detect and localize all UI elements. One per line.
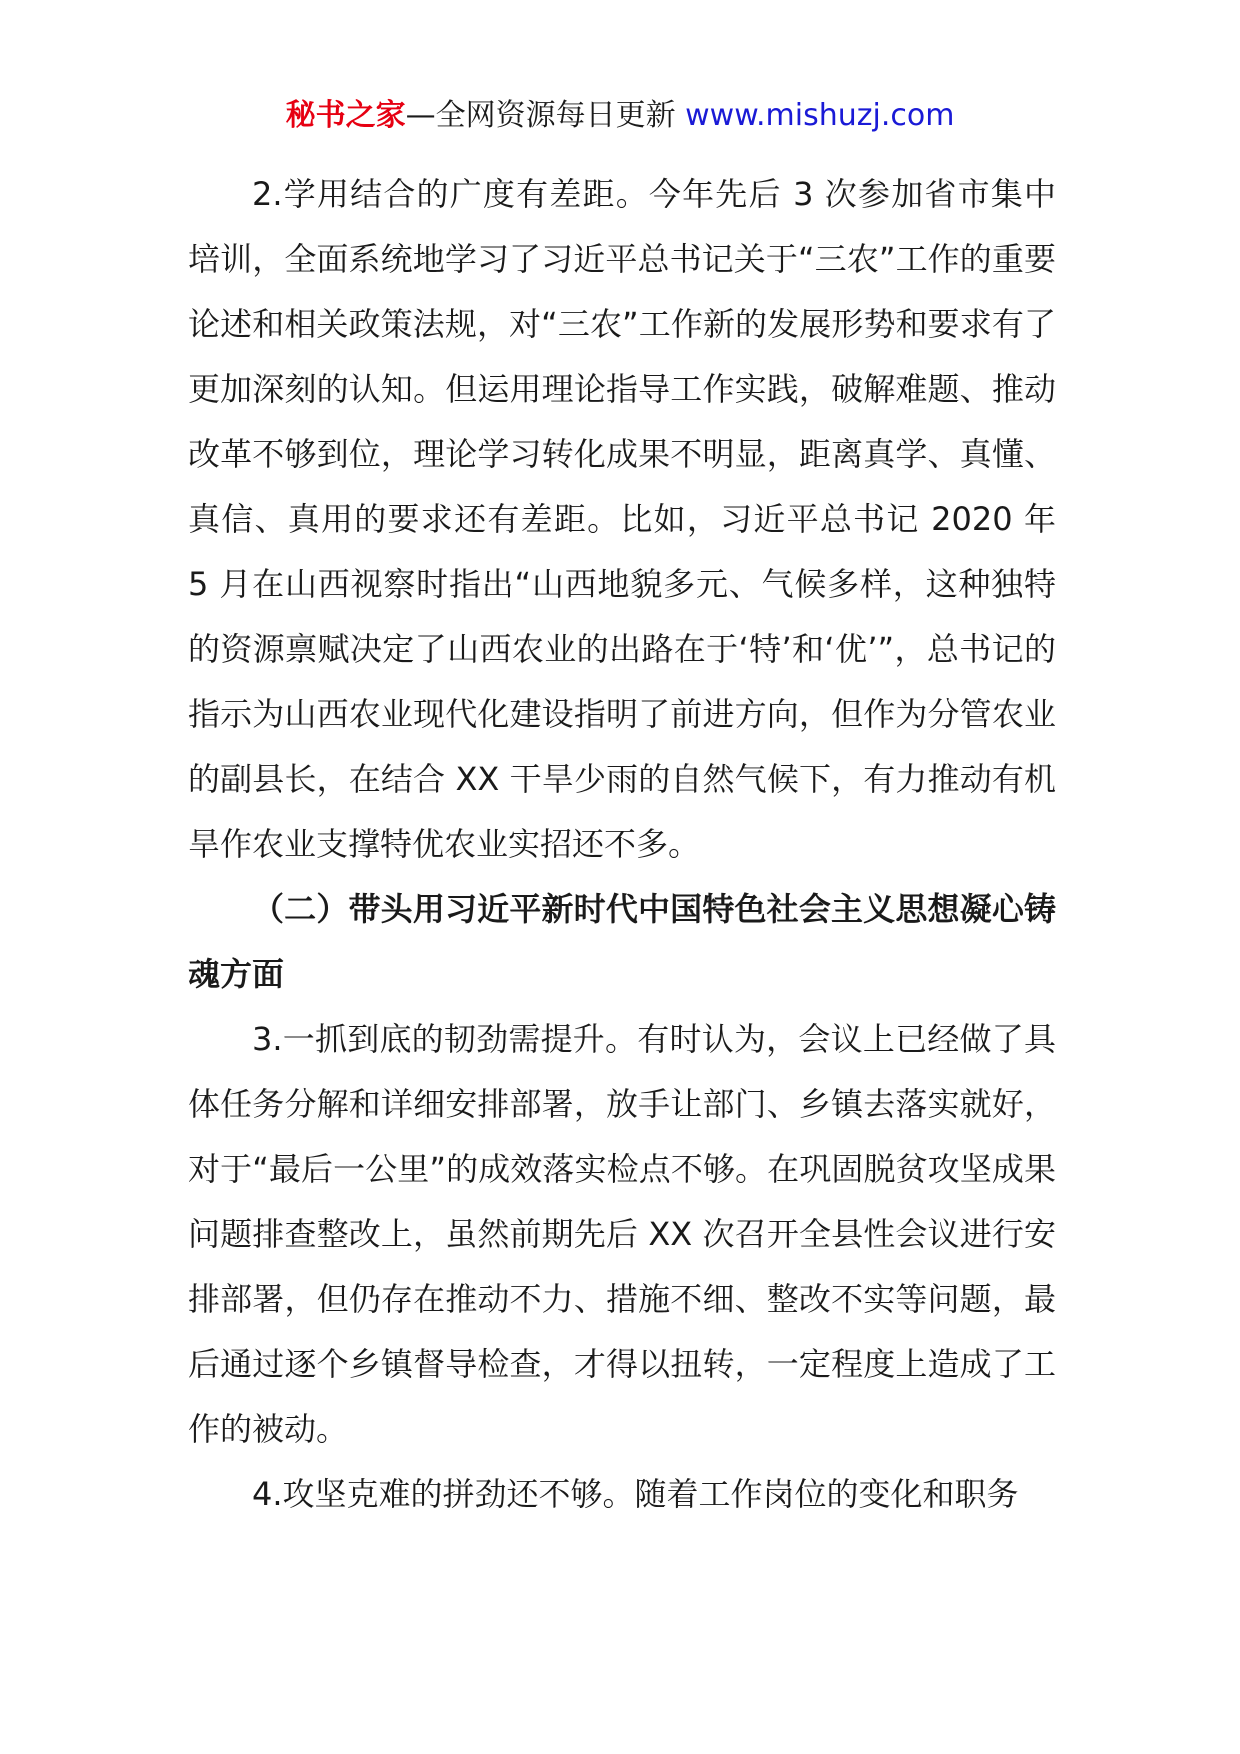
brand-name: 秘书之家 <box>285 98 406 133</box>
paragraph-4: 4.攻坚克难的拼劲还不够。随着工作岗位的变化和职务 <box>252 1475 1019 1513</box>
document-body <box>188 162 1056 1527</box>
paragraph-2: 2.学用结合的广度有差距。今年先后 3 次参加省市集中培训，全面系统地学习了习近平总书记关于“三农”工作的重要论述和相关政策法规，对“三农”工作新的发展形势和要求有了更加深刻的认知。但运用理论指导工作实践，破解难题、推动改革不够到位，理论学习转化成果不明显，距离真学、真懂、真信、真用的要求还有差距。比如，习近平总书记 2020 年 5 月在山西视察时指出“山西地貌多元、气候多样，这种独特的资源禀赋决定了山西农业的出路在于‘特’和‘优’”，总书记的指示为山西农业现代化建设指明了前进方向，但作为分管农业的副县长，在结合 XX 干旱少雨的自然气候下，有力推动有机旱作农业支撑特优农业实招还不多。 <box>188 175 1056 863</box>
site-header <box>0 96 1240 136</box>
section-heading-2: （二）带头用习近平新时代中国特色社会主义思想凝心铸魂方面 <box>188 890 1056 993</box>
paragraph-3: 3.一抓到底的韧劲需提升。有时认为，会议上已经做了具体任务分解和详细安排部署，放手让部门、乡镇去落实就好，对于“最后一公里”的成效落实检点不够。在巩固脱贫攻坚成果问题排查整改上，虽然前期先后 XX 次召开全县性会议进行安排部署，但仍存在推动不力、措施不细、整改不实等问题，最后通过逐个乡镇督导检查，才得以扭转，一定程度上造成了工作的被动。 <box>188 1020 1056 1448</box>
site-url-link[interactable]: www.mishuzj.com <box>685 98 955 133</box>
header-tagline: —全网资源每日更新 <box>405 98 676 133</box>
